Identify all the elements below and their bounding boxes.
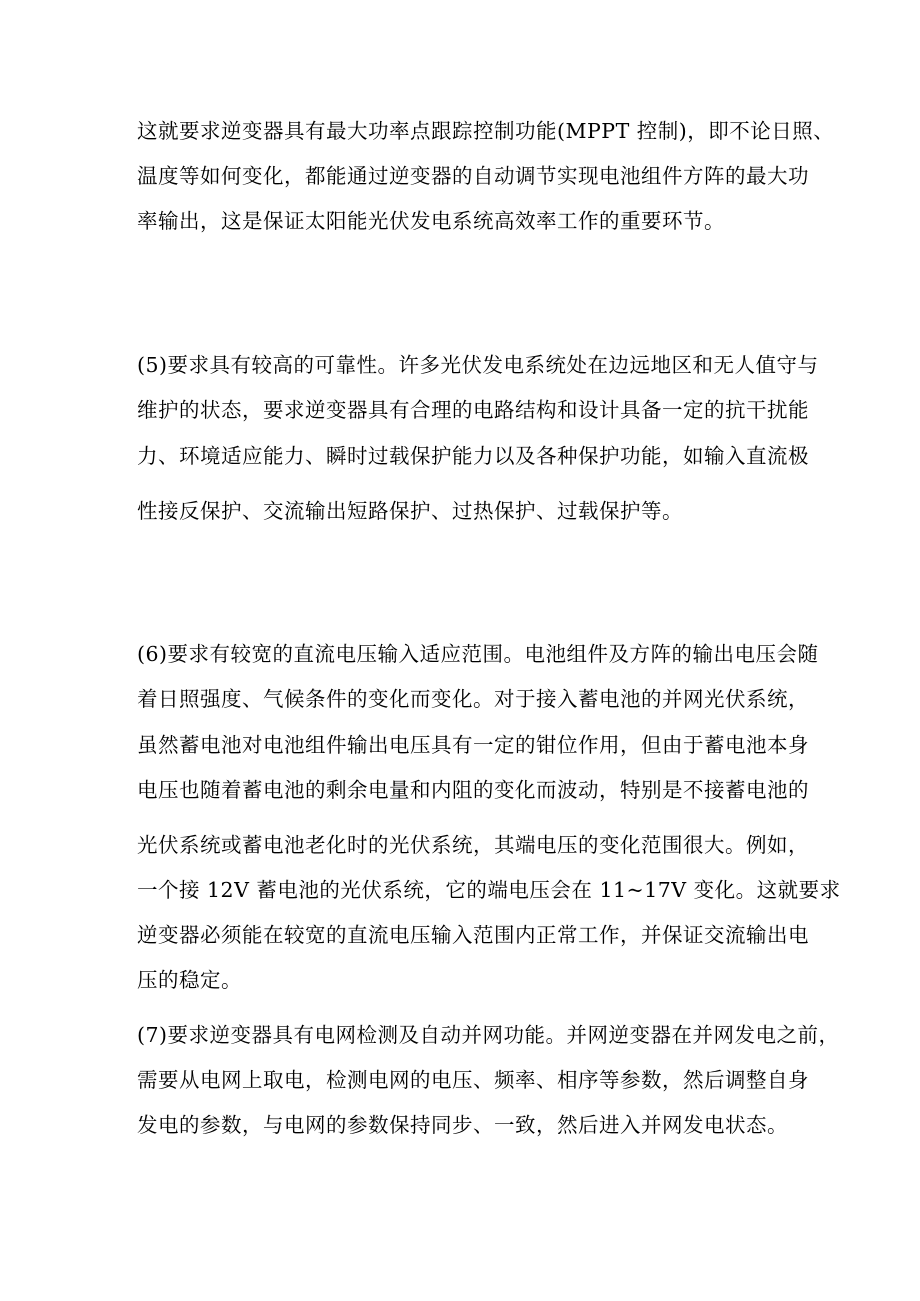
text-line: 力、环境适应能力、瞬时过载保护能力以及各种保护功能，如输入直流极	[137, 444, 809, 468]
text-line: 光伏系统或蓄电池老化时的光伏系统，其端电压的变化范围很大。例如，	[137, 833, 809, 857]
text-line: 压的稳定。	[137, 968, 242, 992]
text-line: 着日照强度、气候条件的变化而变化。对于接入蓄电池的并网光伏系统，	[137, 687, 809, 711]
text-line: (7)要求逆变器具有电网检测及自动并网功能。并网逆变器在并网发电之前，	[137, 1023, 840, 1047]
text-line: 性接反保护、交流输出短路保护、过热保护、过载保护等。	[137, 499, 683, 523]
text-line: 率输出，这是保证太阳能光伏发电系统高效率工作的重要环节。	[137, 209, 725, 233]
text-line: 需要从电网上取电，检测电网的电压、频率、相序等参数，然后调整自身	[137, 1068, 809, 1092]
text-line: 虽然蓄电池对电池组件输出电压具有一定的钳位作用，但由于蓄电池本身	[137, 733, 809, 757]
text-line: 这就要求逆变器具有最大功率点跟踪控制功能(MPPT 控制)，即不论日照、	[137, 119, 835, 143]
text-line: 发电的参数，与电网的参数保持同步、一致，然后进入并网发电状态。	[137, 1113, 788, 1137]
text-line: 逆变器必须能在较宽的直流电压输入范围内正常工作，并保证交流输出电	[137, 923, 809, 947]
text-line: (6)要求有较宽的直流电压输入适应范围。电池组件及方阵的输出电压会随	[137, 642, 819, 666]
text-line: 维护的状态，要求逆变器具有合理的电路结构和设计具备一定的抗干扰能	[137, 398, 809, 422]
text-line: 电压也随着蓄电池的剩余电量和内阻的变化而波动，特别是不接蓄电池的	[137, 778, 809, 802]
text-line: 一个接 12V 蓄电池的光伏系统，它的端电压会在 11~17V 变化。这就要求	[137, 878, 841, 902]
text-line: (5)要求具有较高的可靠性。许多光伏发电系统处在边远地区和无人值守与	[137, 353, 819, 377]
text-line: 温度等如何变化，都能通过逆变器的自动调节实现电池组件方阵的最大功	[137, 164, 809, 188]
